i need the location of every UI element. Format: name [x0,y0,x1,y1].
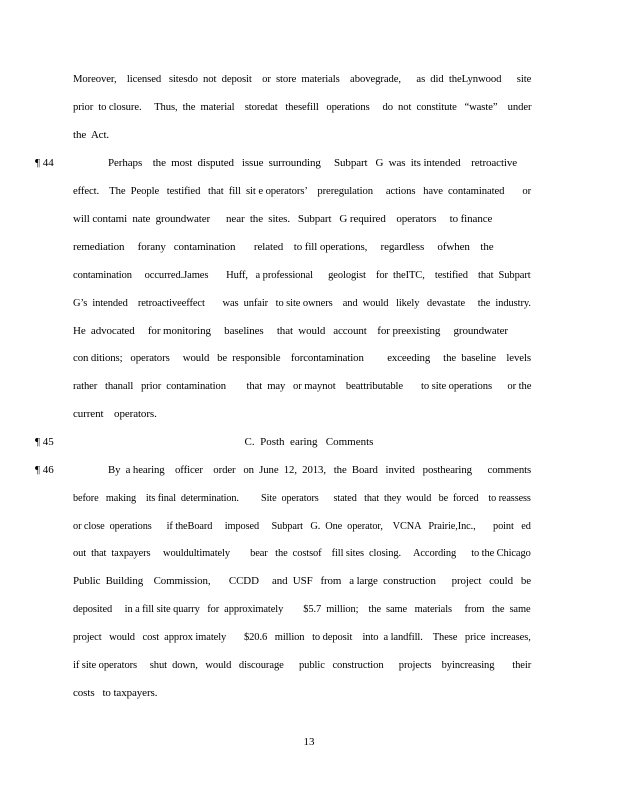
text-line: current operators. [73,408,157,420]
text-line: Moreover, licensed sitesdo not deposit or store materials abovegrade, as did theLynwood site [73,73,532,85]
text-line: project would cost approx imately $20.6 million to deposit into a landfill. These price increases, [73,631,531,643]
page-number: 13 [303,736,315,748]
text-line: will contami nate groundwater near the sites. Subpart G required operators to finance [73,213,493,225]
text-line: rather thanall prior contamination that may or maynot beattributable to site operations or the [73,380,532,392]
text-line: G’s intended retroactiveeffect was unfair to site owners and would likely devastate the industry. [73,297,531,309]
text-line: Perhaps the most disputed issue surrounding Subpart G was its intended retroactive [108,157,518,169]
text-line: He advocated for monitoring baselines that would account for preexisting groundwater [73,325,508,337]
paragraph-mark: ¶ 46 [35,464,54,476]
text-line: Public Building Commission, CCDD and USF from a large construction project could be [73,575,531,587]
text-line: costs to taxpayers. [73,687,158,699]
text-line: By a hearing officer order on June 12, 2013, the Board invited posthearing comments [108,464,532,476]
text-line: prior to closure. Thus, the material storedat thesefill operations do not constitute “waste” under [73,101,532,113]
text-line: deposited in a fill site quarry for approximately $5.7 million; the same materials from the same [73,603,531,615]
text-line: or close operations if theBoard imposed Subpart G. One operator, VCNA Prairie,Inc., point ed [73,520,531,532]
paragraph-mark: ¶ 44 [35,157,54,169]
text-line: out that taxpayers wouldultimately bear the costsof fill sites closing. According to the Chicago [73,547,531,559]
text-line: con ditions; operators would be responsible forcontamination exceeding the baseline levels [73,352,531,364]
text-line: before making its final determination. Site operators stated that they would be forced to reassess [73,492,531,504]
text-line: effect. The People testified that fill sit e operators’ preregulation actions have contaminated or [73,185,532,197]
text-line: remediation forany contamination related to fill operations, regardless ofwhen the [73,241,494,253]
section-heading: C. Posth earing Comments [244,436,374,448]
paragraph-mark: ¶ 45 [35,436,54,448]
text-line: the Act. [73,129,110,141]
text-line: if site operators shut down, would discourage public construction projects byincreasing their [73,659,532,671]
text-line: contamination occurred.James Huff, a professional geologist for theITC, testified that Subpart [73,269,531,281]
